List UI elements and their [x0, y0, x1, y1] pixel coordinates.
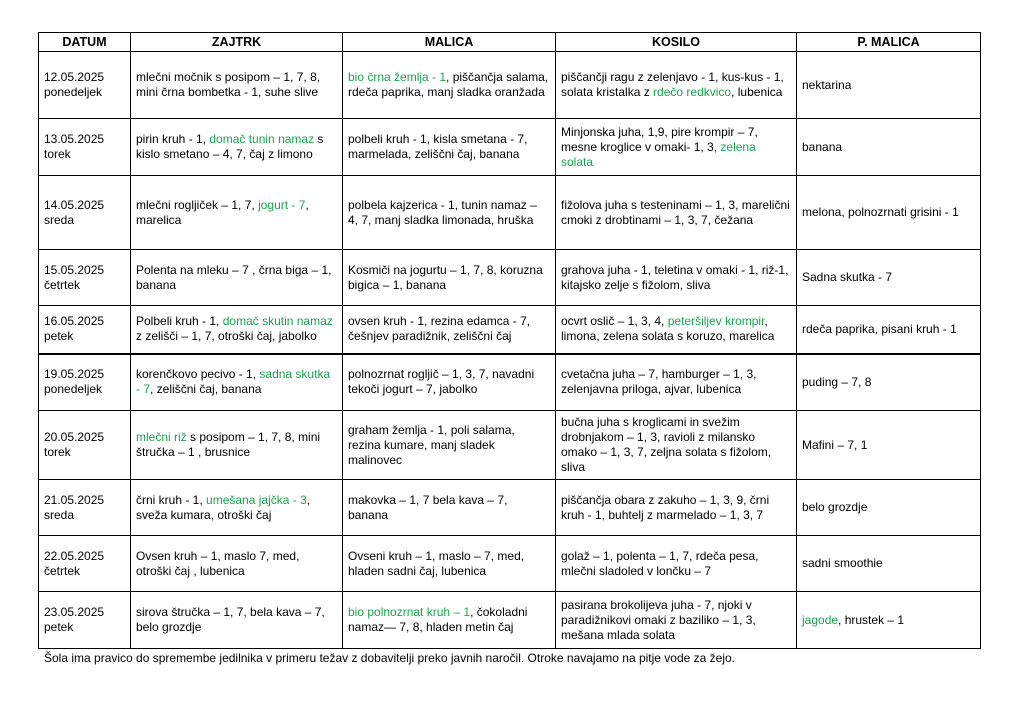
afternoon-cell: [797, 176, 981, 250]
highlighted-item: sadna skutka - 7: [136, 367, 331, 397]
menu-text: , hrustek – 1: [838, 612, 905, 627]
highlighted-item: domač skutin namaz: [222, 314, 333, 329]
menu-text: korenčkovo pecivo - 1,: [136, 367, 260, 382]
menu-text: , piščančja salama, rdeča paprika, manj sladka oranžada: [348, 70, 549, 99]
highlighted-item: jogurt - 7: [258, 197, 306, 212]
menu-text: ocvrt oslič – 1, 3, 4,: [561, 314, 668, 329]
day-name: četrtek: [44, 563, 81, 578]
menu-text: rdeča paprika, pisani kruh - 1: [802, 321, 957, 336]
date-cell: [39, 411, 131, 480]
day-name: torek: [44, 147, 71, 161]
date-cell: [39, 119, 131, 176]
snack-cell: [343, 592, 556, 649]
breakfast-cell: [131, 176, 343, 250]
breakfast-cell: [131, 536, 343, 592]
menu-text: golaž – 1, polenta – 1, 7, rdeča pesa, mlečni sladoled v lončku – 7: [561, 548, 759, 578]
menu-row: [39, 119, 981, 176]
header-breakfast: ZAJTRK: [131, 33, 343, 52]
menu-text: puding – 7, 8: [802, 374, 872, 389]
menu-text: Sadna skutka - 7: [802, 270, 893, 284]
menu-text: polbela kajzerica - 1, tunin namaz – 4, 7, manj sladka limonada, hruška: [348, 197, 537, 227]
menu-text: ovsen kruh - 1, rezina edamca - 7, češnjev paradižnik, zeliščni čaj: [348, 314, 531, 344]
afternoon-cell: [797, 592, 981, 649]
date-cell: [39, 176, 131, 250]
lunch-cell: [556, 306, 797, 354]
header-snack: MALICA: [343, 33, 556, 52]
date-cell: [39, 480, 131, 536]
lunch-cell: [556, 52, 797, 119]
breakfast-cell: [131, 250, 343, 306]
highlighted-item: bio polnozrnat kruh – 1: [348, 605, 471, 619]
menu-text: črni kruh - 1,: [136, 492, 207, 507]
snack-cell: [343, 250, 556, 306]
afternoon-cell: [797, 52, 981, 119]
lunch-cell: [556, 354, 797, 411]
menu-text: cvetačna juha – 7, hamburger – 1, 3, zelenjavna priloga, ajvar, lubenica: [561, 367, 757, 397]
menu-text: piščančji ragu z zelenjavo - 1, kus-kus - 1, solata kristalka z: [561, 70, 784, 99]
breakfast-cell: [131, 480, 343, 536]
menu-text: Ovsen kruh – 1, maslo 7, med, otroški čaj , lubenica: [136, 548, 300, 578]
lunch-cell: [556, 536, 797, 592]
menu-body: [39, 52, 981, 649]
date-value: 23.05.2025: [44, 605, 105, 619]
date-value: 12.05.2025: [44, 70, 105, 84]
menu-table: [38, 32, 981, 649]
menu-text: z zelišči – 1, 7, otroški čaj, jabolko: [136, 329, 317, 344]
afternoon-cell: [797, 250, 981, 306]
menu-text: melona, polnozrnati grisini - 1: [802, 205, 959, 219]
menu-row: [39, 306, 981, 354]
menu-text: banana: [802, 139, 843, 154]
menu-text: grahova juha - 1, teletina v omaki - 1, riž-1, kitajsko zelje s fižolom, sliva: [561, 262, 789, 292]
lunch-cell: [556, 176, 797, 250]
date-value: 19.05.2025: [44, 367, 105, 382]
menu-row: [39, 176, 981, 250]
menu-text: nektarina: [802, 77, 852, 92]
afternoon-cell: [797, 119, 981, 176]
menu-text: sirova štručka – 1, 7, bela kava – 7, belo grozdje: [136, 605, 325, 634]
menu-text: Mafini – 7, 1: [802, 437, 868, 452]
menu-text: mlečni rogljiček – 1, 7,: [136, 197, 259, 212]
date-value: 13.05.2025: [44, 132, 105, 146]
snack-cell: [343, 480, 556, 536]
menu-text: fižolova juha s testeninami – 1, 3, marelični cmoki z drobtinami – 1, 3, 7, čežana: [561, 197, 790, 227]
menu-text: Ovseni kruh – 1, maslo – 7, med, hladen sadni čaj, lubenica: [348, 548, 525, 578]
menu-text: s kislo smetano – 4, 7, čaj z limono: [136, 132, 324, 161]
breakfast-cell: [131, 592, 343, 649]
date-value: 16.05.2025: [44, 314, 105, 329]
lunch-cell: [556, 480, 797, 536]
breakfast-cell: [131, 306, 343, 354]
lunch-cell: [556, 411, 797, 480]
highlighted-item: bio črna žemlja - 1: [348, 70, 447, 84]
snack-cell: [343, 176, 556, 250]
afternoon-cell: [797, 411, 981, 480]
menu-text: , marelica: [136, 197, 309, 227]
menu-text: sadni smoothie: [802, 556, 883, 570]
highlighted-item: peteršiljev krompir: [667, 314, 765, 329]
highlighted-item: jagode: [802, 612, 839, 627]
date-value: 20.05.2025: [44, 430, 105, 444]
menu-text: pasirana brokolijeva juha - 7, njoki v paradižnikovi omaki z baziliko – 1, 3, mešana mlada solata: [561, 597, 756, 642]
menu-text: , lubenica: [731, 85, 783, 99]
menu-text: piščančja obara z zakuho – 1, 3, 9, črni kruh - 1, buhtelj z marmelado – 1, 3, 7: [561, 492, 770, 522]
day-name: petek: [44, 620, 74, 634]
menu-text: Polenta na mleku – 7 , črna biga – 1, banana: [136, 262, 332, 292]
highlighted-item: umešana jajčka - 3: [206, 492, 307, 507]
menu-text: belo grozdje: [802, 500, 868, 514]
snack-cell: [343, 411, 556, 480]
menu-text: , sveža kumara, otroški čaj: [136, 492, 311, 522]
day-name: sreda: [44, 507, 75, 522]
date-value: 15.05.2025: [44, 262, 105, 277]
day-name: četrtek: [44, 277, 81, 292]
afternoon-cell: [797, 480, 981, 536]
menu-row: [39, 52, 981, 119]
menu-text: , limona, zelena solata s koruzo, marelica: [561, 314, 775, 344]
header-afternoon-snack: P. MALICA: [797, 33, 981, 52]
afternoon-cell: [797, 354, 981, 411]
breakfast-cell: [131, 411, 343, 480]
day-name: petek: [44, 329, 74, 344]
menu-text: polnozrnat rogljič – 1, 3, 7, navadni tekoči jogurt – 7, jabolko: [348, 367, 535, 397]
lunch-cell: [556, 119, 797, 176]
day-name: torek: [44, 445, 71, 459]
day-name: sreda: [44, 212, 75, 227]
snack-cell: [343, 354, 556, 411]
menu-row: [39, 592, 981, 649]
date-cell: [39, 52, 131, 119]
afternoon-cell: [797, 536, 981, 592]
highlighted-item: domač tunin namaz: [209, 132, 315, 146]
lunch-cell: [556, 592, 797, 649]
menu-row: [39, 480, 981, 536]
breakfast-cell: [131, 52, 343, 119]
menu-row: [39, 354, 981, 411]
header-date: DATUM: [39, 33, 131, 52]
menu-text: Minjonska juha, 1,9, pire krompir – 7, mesne kroglice v omaki- 1, 3,: [561, 124, 758, 154]
menu-text: makovka – 1, 7 bela kava – 7, banana: [348, 492, 508, 522]
menu-text: s posipom – 1, 7, 8, mini štručka – 1 , brusnice: [136, 430, 321, 459]
afternoon-cell: [797, 306, 981, 354]
date-cell: [39, 306, 131, 354]
menu-text: bučna juha s kroglicami in svežim drobnjakom – 1, 3, ravioli z milansko omako – 1, 3, 7, zeljna solata s fižolom, sliva: [561, 415, 772, 474]
date-cell: [39, 592, 131, 649]
menu-row: [39, 536, 981, 592]
snack-cell: [343, 306, 556, 354]
highlighted-item: mlečni riž: [136, 430, 187, 444]
highlighted-item: rdečo redkvico: [653, 85, 732, 99]
menu-text: Kosmiči na jogurtu – 1, 7, 8, koruzna bigica – 1, banana: [348, 262, 543, 292]
menu-text: , čokoladni namaz— 7, 8, hladen metin čaj: [348, 605, 528, 634]
menu-text: polbeli kruh - 1, kisla smetana - 7, marmelada, zeliščni čaj, banana: [348, 132, 528, 161]
breakfast-cell: [131, 119, 343, 176]
menu-text: , zeliščni čaj, banana: [150, 382, 262, 397]
menu-text: graham žemlja - 1, poli salama, rezina kumare, manj sladek malinovec: [348, 422, 515, 467]
header-row: [39, 33, 981, 52]
date-value: 21.05.2025: [44, 492, 105, 507]
snack-cell: [343, 119, 556, 176]
highlighted-item: zelena solata: [561, 139, 756, 169]
menu-text: Polbeli kruh - 1,: [136, 314, 223, 329]
breakfast-cell: [131, 354, 343, 411]
day-name: ponedeljek: [44, 382, 103, 397]
lunch-cell: [556, 250, 797, 306]
date-value: 14.05.2025: [44, 197, 105, 212]
menu-text: mlečni močnik s posipom – 1, 7, 8, mini črna bombetka - 1, suhe slive: [136, 70, 321, 99]
date-value: 22.05.2025: [44, 548, 105, 563]
header-lunch: KOSILO: [556, 33, 797, 52]
snack-cell: [343, 52, 556, 119]
date-cell: [39, 354, 131, 411]
date-cell: [39, 250, 131, 306]
menu-row: [39, 250, 981, 306]
menu-row: [39, 411, 981, 480]
menu-text: pirin kruh - 1,: [136, 132, 210, 146]
date-cell: [39, 536, 131, 592]
snack-cell: [343, 536, 556, 592]
footer-note: Šola ima pravico do spremembe jedilnika v primeru težav z dobavitelji preko javnih naročil. Otroke navajamo na pitje vode za žejo.: [44, 651, 736, 665]
day-name: ponedeljek: [44, 85, 103, 99]
